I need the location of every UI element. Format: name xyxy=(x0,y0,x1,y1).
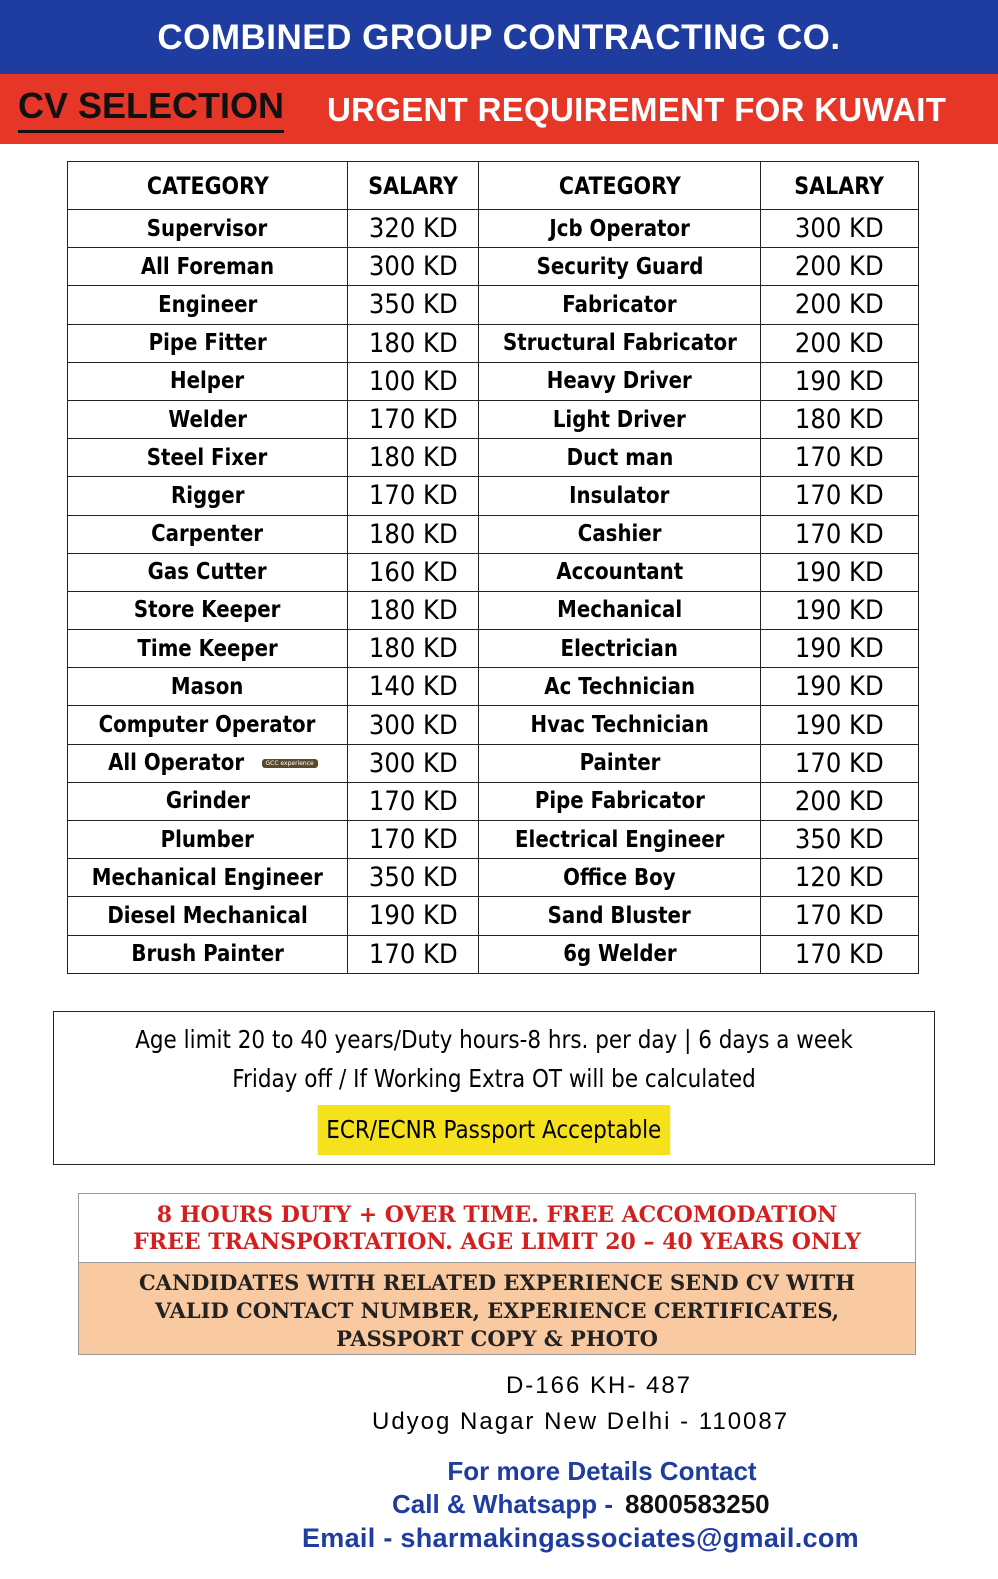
address-line-2: Udyog Nagar New Delhi - 110087 xyxy=(372,1408,790,1435)
category-cell: Diesel Mechanical xyxy=(68,897,348,935)
salary-cell: 170 KD xyxy=(761,477,919,515)
table-row xyxy=(68,439,919,477)
table-row xyxy=(68,630,919,668)
table-row xyxy=(68,553,919,591)
category-cell: Hvac Technician xyxy=(479,706,761,744)
salary-cell: 180 KD xyxy=(348,439,479,477)
category-cell: Insulator xyxy=(479,477,761,515)
category-cell: Fabricator xyxy=(479,286,761,324)
table-row xyxy=(68,362,919,400)
column-header: CATEGORY xyxy=(68,162,348,210)
table-row xyxy=(68,744,919,782)
category-cell: Mechanical xyxy=(479,591,761,629)
salary-cell: 300 KD xyxy=(761,210,919,248)
terms-box xyxy=(53,1011,935,1165)
category-cell: All Foreman xyxy=(68,248,348,286)
table-row xyxy=(68,935,919,973)
salary-table xyxy=(67,161,919,974)
salary-cell: 170 KD xyxy=(348,935,479,973)
salary-cell: 180 KD xyxy=(761,400,919,438)
category-cell: Grinder xyxy=(68,782,348,820)
salary-cell: 180 KD xyxy=(348,515,479,553)
category-cell: 6g Welder xyxy=(479,935,761,973)
category-cell: Steel Fixer xyxy=(68,439,348,477)
phone-number[interactable]: 8800583250 xyxy=(625,1489,770,1519)
salary-cell: 140 KD xyxy=(348,668,479,706)
table-row xyxy=(68,286,919,324)
salary-cell: 160 KD xyxy=(348,553,479,591)
category-cell: Pipe Fabricator xyxy=(479,782,761,820)
salary-cell: 200 KD xyxy=(761,286,919,324)
table-row xyxy=(68,782,919,820)
category-cell: Duct man xyxy=(479,439,761,477)
salary-cell: 120 KD xyxy=(761,859,919,897)
category-cell: Engineer xyxy=(68,286,348,324)
email-link[interactable]: Email - sharmakingassociates@gmail.com xyxy=(302,1523,859,1553)
salary-cell: 170 KD xyxy=(348,400,479,438)
category-cell: Structural Fabricator xyxy=(479,324,761,362)
category-cell: Time Keeper xyxy=(68,630,348,668)
table-row xyxy=(68,324,919,362)
category-cell: Sand Bluster xyxy=(479,897,761,935)
category-cell: Painter xyxy=(479,744,761,782)
category-cell: Cashier xyxy=(479,515,761,553)
salary-cell: 170 KD xyxy=(761,897,919,935)
urgent-requirement-label: URGENT REQUIREMENT FOR KUWAIT xyxy=(327,91,947,128)
salary-cell: 180 KD xyxy=(348,324,479,362)
passport-badge: ECR/ECNR Passport Acceptable xyxy=(318,1105,670,1155)
terms-line: Age limit 20 to 40 years/Duty hours-8 hrs. per day | 6 days a week xyxy=(135,1025,853,1054)
salary-cell: 200 KD xyxy=(761,324,919,362)
salary-cell: 100 KD xyxy=(348,362,479,400)
salary-cell: 350 KD xyxy=(348,286,479,324)
benefits-section xyxy=(79,1194,915,1262)
category-cell: Mason xyxy=(68,668,348,706)
table-row xyxy=(68,210,919,248)
category-cell: Plumber xyxy=(68,821,348,859)
company-name: COMBINED GROUP CONTRACTING CO. xyxy=(157,18,841,57)
category-cell: Office Boy xyxy=(479,859,761,897)
category-cell: Supervisor xyxy=(68,210,348,248)
salary-cell: 300 KD xyxy=(348,744,479,782)
table-row xyxy=(68,477,919,515)
salary-cell: 300 KD xyxy=(348,706,479,744)
salary-cell: 190 KD xyxy=(761,630,919,668)
column-header: CATEGORY xyxy=(479,162,761,210)
table-row xyxy=(68,821,919,859)
table-row xyxy=(68,668,919,706)
category-cell: Electrician xyxy=(479,630,761,668)
salary-cell: 170 KD xyxy=(348,477,479,515)
table-header-row xyxy=(68,162,919,210)
table-row xyxy=(68,706,919,744)
category-cell: Ac Technician xyxy=(479,668,761,706)
salary-cell: 180 KD xyxy=(348,630,479,668)
documents-line: VALID CONTACT NUMBER, EXPERIENCE CERTIFICATES, xyxy=(154,1298,840,1323)
salary-cell: 170 KD xyxy=(761,744,919,782)
column-header: SALARY xyxy=(348,162,479,210)
category-cell: Light Driver xyxy=(479,400,761,438)
salary-cell: 200 KD xyxy=(761,248,919,286)
documents-section xyxy=(79,1262,915,1354)
salary-cell: 170 KD xyxy=(348,821,479,859)
salary-cell: 350 KD xyxy=(348,859,479,897)
salary-cell: 190 KD xyxy=(761,668,919,706)
phone-label: Call & Whatsapp - xyxy=(392,1489,614,1519)
benefits-notice xyxy=(78,1193,916,1355)
requirement-banner xyxy=(0,74,998,144)
documents-line: PASSPORT COPY & PHOTO xyxy=(336,1326,658,1351)
category-cell: All Operator GCC experience xyxy=(68,744,348,782)
cv-selection-label: CV SELECTION xyxy=(18,84,284,133)
benefits-line: FREE TRANSPORTATION. AGE LIMIT 20 – 40 YEARS ONLY xyxy=(133,1229,861,1255)
category-cell: Security Guard xyxy=(479,248,761,286)
category-cell: Heavy Driver xyxy=(479,362,761,400)
salary-cell: 300 KD xyxy=(348,248,479,286)
table-row xyxy=(68,859,919,897)
table-row xyxy=(68,248,919,286)
salary-cell: 170 KD xyxy=(761,439,919,477)
table-row xyxy=(68,515,919,553)
salary-cell: 350 KD xyxy=(761,821,919,859)
table-row xyxy=(68,897,919,935)
category-cell: Brush Painter xyxy=(68,935,348,973)
salary-cell: 170 KD xyxy=(348,782,479,820)
salary-cell: 170 KD xyxy=(761,515,919,553)
salary-cell: 190 KD xyxy=(761,362,919,400)
category-cell: Computer Operator xyxy=(68,706,348,744)
category-cell: Electrical Engineer xyxy=(479,821,761,859)
address-line-1: D-166 KH- 487 xyxy=(505,1372,693,1399)
category-cell: Pipe Fitter xyxy=(68,324,348,362)
salary-cell: 190 KD xyxy=(761,591,919,629)
salary-cell: 190 KD xyxy=(761,706,919,744)
category-cell: Mechanical Engineer xyxy=(68,859,348,897)
experience-badge: GCC experience xyxy=(262,759,318,768)
salary-cell: 180 KD xyxy=(348,591,479,629)
table-row xyxy=(68,591,919,629)
category-cell: Rigger xyxy=(68,477,348,515)
contact-heading: For more Details Contact xyxy=(447,1456,757,1486)
phone-line xyxy=(392,1489,770,1520)
category-cell: Helper xyxy=(68,362,348,400)
category-cell: Welder xyxy=(68,400,348,438)
salary-cell: 200 KD xyxy=(761,782,919,820)
benefits-line: 8 HOURS DUTY + OVER TIME. FREE ACCOMODATION xyxy=(156,1202,838,1228)
salary-cell: 170 KD xyxy=(761,935,919,973)
category-cell: Gas Cutter xyxy=(68,553,348,591)
documents-line: CANDIDATES WITH RELATED EXPERIENCE SEND CV WITH xyxy=(138,1270,856,1295)
category-cell: Store Keeper xyxy=(68,591,348,629)
salary-cell: 320 KD xyxy=(348,210,479,248)
column-header: SALARY xyxy=(761,162,919,210)
category-cell: Accountant xyxy=(479,553,761,591)
table-row xyxy=(68,400,919,438)
company-banner xyxy=(0,0,998,74)
terms-line: Friday off / If Working Extra OT will be calculated xyxy=(232,1064,756,1093)
category-cell: Jcb Operator xyxy=(479,210,761,248)
category-cell: Carpenter xyxy=(68,515,348,553)
salary-cell: 190 KD xyxy=(348,897,479,935)
salary-cell: 190 KD xyxy=(761,553,919,591)
